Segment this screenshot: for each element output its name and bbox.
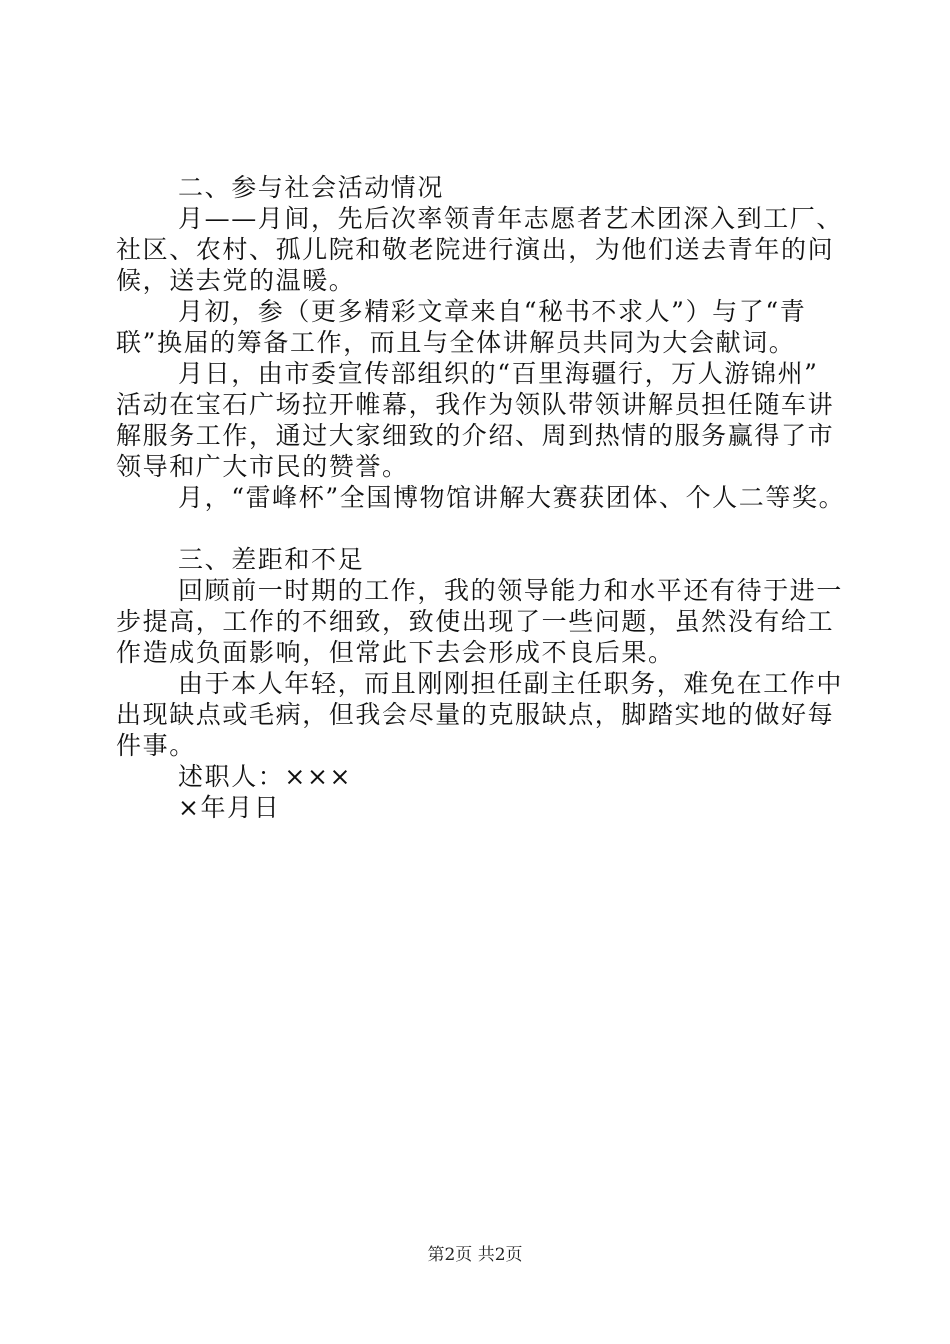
section-heading: 三、差距和不足 xyxy=(178,545,365,574)
paragraph-line: 出现缺点或毛病，但我会尽量的克服缺点，脚踏实地的做好每 xyxy=(116,700,835,729)
signature-name: 述职人：××× xyxy=(178,762,353,791)
paragraph-line: 月初，参（更多精彩文章来自“秘书不求人”）与了“青 xyxy=(178,297,807,326)
paragraph-line: 月——月间，先后次率领青年志愿者艺术团深入到工厂、 xyxy=(178,204,844,233)
section-heading: 二、参与社会活动情况 xyxy=(178,173,445,202)
blank-line xyxy=(116,513,846,544)
paragraph-line: 由于本人年轻，而且刚刚担任副主任职务，难免在工作中 xyxy=(178,669,844,698)
paragraph-line: 解服务工作，通过大家细致的介绍、周到热情的服务赢得了市 xyxy=(116,421,835,450)
paragraph-line: 月日，由市委宣传部组织的“百里海疆行，万人游锦州” xyxy=(178,359,819,388)
paragraph-line: 月，“雷峰杯”全国博物馆讲解大赛获团体、个人二等奖。 xyxy=(178,483,846,512)
paragraph-line: 作造成负面影响，但常此下去会形成不良后果。 xyxy=(116,638,675,667)
paragraph-line: 社区、农村、孤儿院和敬老院进行演出，为他们送去青年的问 xyxy=(116,235,835,264)
page-number-footer: 第2页 共2页 xyxy=(427,1245,523,1265)
document-body xyxy=(116,172,846,823)
paragraph-line: 领导和广大市民的赞誉。 xyxy=(116,452,409,481)
signature-date: ×年月日 xyxy=(178,793,281,822)
paragraph-line: 联”换届的筹备工作，而且与全体讲解员共同为大会献词。 xyxy=(116,328,796,357)
paragraph-line: 活动在宝石广场拉开帷幕，我作为领队带领讲解员担任随车讲 xyxy=(116,390,835,419)
paragraph-line: 件事。 xyxy=(116,731,196,760)
paragraph-line: 步提高，工作的不细致，致使出现了一些问题，虽然没有给工 xyxy=(116,607,835,636)
paragraph-line: 候，送去党的温暖。 xyxy=(116,266,356,295)
paragraph-line: 回顾前一时期的工作，我的领导能力和水平还有待于进一 xyxy=(178,576,844,605)
